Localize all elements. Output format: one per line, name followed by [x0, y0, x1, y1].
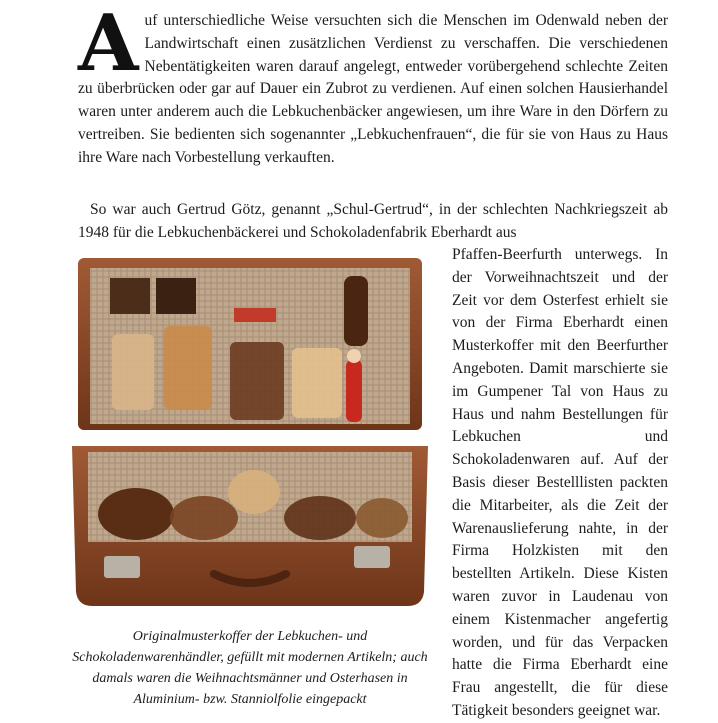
cookie-bag	[112, 334, 154, 410]
right-latch	[354, 546, 390, 568]
cookie-bag-base	[356, 498, 408, 538]
chocolate-bar	[234, 308, 276, 322]
santa-figure	[346, 360, 362, 422]
photo-caption: Originalmusterkoffer der Lebkuchen- und Schokoladenwarenhändler, gefüllt mit modernen Artikeln; auch damals waren die Weihnachtsmänner und Osterhasen in Aluminium- bzw. Stanniolfolie eingepackt	[72, 629, 428, 707]
chocolate-bunny	[344, 276, 368, 346]
second-paragraph: So war auch Gertrud Götz, genannt „Schul-Gertrud“, in der schlechten Nachkriegszeit ab 1948 für die Lebkuchenbäckerei und Schokoladenfabrik Eberhardt aus	[78, 201, 668, 241]
intro-paragraph	[78, 0, 668, 170]
lebkuchen-heart	[98, 488, 174, 540]
suitcase-photo	[64, 256, 436, 620]
santa-figure-head	[347, 349, 361, 363]
cookie-bag-base	[170, 496, 238, 540]
cookie-bag	[292, 348, 342, 418]
chocolate-box	[156, 278, 196, 314]
cookie-bag-base	[284, 496, 356, 540]
side-column-text: Pfaffen-Beerfurth unterwegs. In der Vorweihnachtszeit und der Zeit vor dem Osterfest erhielt sie von der Firma Eberhardt einen Musterkoffer mit den Beerfurther Angeboten. Damit marschierte sie im Gumpener Tal von Haus zu Haus und nahm Bestellungen für Lebkuchen und Schokoladenwaren auf. Auf der Basis dieser Bestelllisten packten die Mitarbeiter, als die Zeit der Warenauslieferung nahte, in der Firma Holzkisten mit den bestellten Artikeln. Diese Kisten waren zuvor in Laudenau von einem Kistenmacher angefertig worden, und für das Verpacken hatte die Firma Eberhardt eine Frau angestellt, die für diese Tätigkeit besonders geeignet war.	[452, 246, 668, 719]
chocolate-box	[110, 278, 150, 314]
drop-cap: A	[78, 0, 139, 89]
intro-paragraph-text: uf unterschiedliche Weise versuchten sich die Menschen im Odenwald neben der Landwirtschaft einen zusätzlichen Verdienst zu verschaffen. Die verschiedenen Nebentätigkeiten waren darauf angelegt, entweder vorübergehend schlechte Zeiten zu überbrücken oder gar auf Dauer ein Zubrot zu verdienen. Auf einen solchen Hausierhandel waren unter anderem auch die Lebkuchenbäcker angewiesen, um ihre Ware in den Dörfern zu vertreiben. Sie bedienten sich sogenannter „Lebkuchenfrauen“, die für sie von Haus zu Haus ihre Ware nach Vorbestellung verkauften.	[78, 12, 668, 166]
left-latch	[104, 556, 140, 578]
cookie-bag	[164, 326, 212, 410]
cookie-bag	[230, 342, 284, 420]
cookie-bag-base	[228, 470, 280, 514]
